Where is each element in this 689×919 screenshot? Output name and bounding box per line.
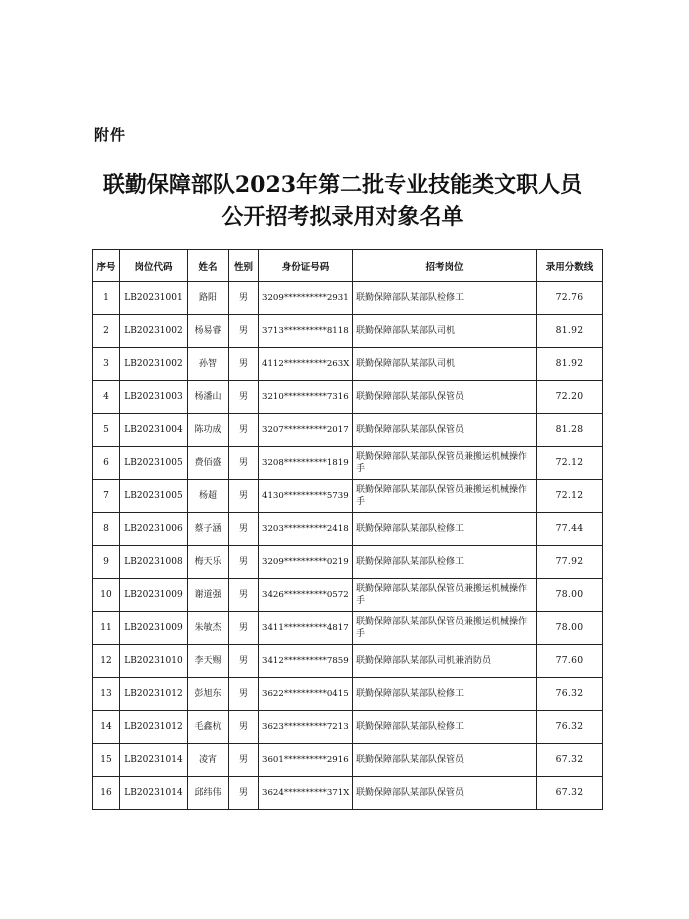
cell-id-number: 4112**********263X [259, 348, 353, 381]
cell-position-code: LB20231002 [120, 348, 188, 381]
cell-gender: 男 [229, 612, 259, 645]
cell-name: 陈功成 [188, 414, 229, 447]
cell-name: 路阳 [188, 282, 229, 315]
cell-id-number: 3208**********1819 [259, 447, 353, 480]
cell-no: 9 [93, 546, 120, 579]
cell-id-number: 3623**********7213 [259, 711, 353, 744]
table-row [93, 744, 603, 777]
cell-recruit-post: 联勤保障部队某部队保管员兼搬运机械操作手 [353, 480, 537, 513]
cell-position-code: LB20231005 [120, 480, 188, 513]
cell-recruit-post: 联勤保障部队某部队保管员 [353, 744, 537, 777]
cell-name: 李天赐 [188, 645, 229, 678]
cell-score: 72.12 [537, 447, 603, 480]
table-body [93, 282, 603, 810]
table-row [93, 612, 603, 645]
table-row [93, 711, 603, 744]
cell-recruit-post: 联勤保障部队某部队保管员兼搬运机械操作手 [353, 447, 537, 480]
cell-score: 77.92 [537, 546, 603, 579]
cell-position-code: LB20231008 [120, 546, 188, 579]
cell-name: 凌宵 [188, 744, 229, 777]
table-row [93, 447, 603, 480]
table-row [93, 381, 603, 414]
cell-position-code: LB20231009 [120, 612, 188, 645]
cell-gender: 男 [229, 711, 259, 744]
cell-name: 费佰盛 [188, 447, 229, 480]
cell-score: 81.92 [537, 315, 603, 348]
cell-name: 蔡子涵 [188, 513, 229, 546]
cell-recruit-post: 联勤保障部队某部队检修工 [353, 678, 537, 711]
cell-position-code: LB20231012 [120, 711, 188, 744]
cell-id-number: 3207**********2017 [259, 414, 353, 447]
cell-no: 13 [93, 678, 120, 711]
cell-score: 67.32 [537, 744, 603, 777]
cell-name: 彭旭东 [188, 678, 229, 711]
cell-gender: 男 [229, 348, 259, 381]
cell-name: 梅天乐 [188, 546, 229, 579]
cell-recruit-post: 联勤保障部队某部队检修工 [353, 711, 537, 744]
document-title-line2: 公开招考拟录用对象名单 [221, 204, 464, 230]
table-row [93, 315, 603, 348]
cell-id-number: 3209**********2931 [259, 282, 353, 315]
cell-no: 5 [93, 414, 120, 447]
header-cell-no: 序号 [93, 250, 120, 282]
table-row [93, 480, 603, 513]
cell-recruit-post: 联勤保障部队某部队检修工 [353, 282, 537, 315]
cell-id-number: 3411**********4817 [259, 612, 353, 645]
cell-score: 77.60 [537, 645, 603, 678]
cell-no: 1 [93, 282, 120, 315]
cell-no: 2 [93, 315, 120, 348]
cell-name: 邱纬伟 [188, 777, 229, 810]
cell-id-number: 3601**********2916 [259, 744, 353, 777]
cell-name: 杨超 [188, 480, 229, 513]
cell-score: 77.44 [537, 513, 603, 546]
cell-no: 7 [93, 480, 120, 513]
header-cell-code: 岗位代码 [120, 250, 188, 282]
table-header [93, 250, 603, 282]
cell-score: 67.32 [537, 777, 603, 810]
candidate-table-wrapper [92, 249, 602, 810]
attachment-label: 附件 [94, 126, 127, 144]
cell-score: 72.20 [537, 381, 603, 414]
cell-score: 76.32 [537, 678, 603, 711]
cell-recruit-post: 联勤保障部队某部队司机 [353, 315, 537, 348]
cell-score: 78.00 [537, 612, 603, 645]
cell-recruit-post: 联勤保障部队某部队保管员 [353, 777, 537, 810]
cell-score: 81.28 [537, 414, 603, 447]
cell-gender: 男 [229, 744, 259, 777]
cell-id-number: 4130**********5739 [259, 480, 353, 513]
cell-gender: 男 [229, 414, 259, 447]
cell-recruit-post: 联勤保障部队某部队检修工 [353, 513, 537, 546]
header-cell-name: 姓名 [188, 250, 229, 282]
cell-score: 72.76 [537, 282, 603, 315]
cell-score: 81.92 [537, 348, 603, 381]
cell-gender: 男 [229, 447, 259, 480]
cell-recruit-post: 联勤保障部队某部队保管员兼搬运机械操作手 [353, 612, 537, 645]
table-row [93, 777, 603, 810]
cell-id-number: 3210**********7316 [259, 381, 353, 414]
table-row [93, 579, 603, 612]
cell-position-code: LB20231010 [120, 645, 188, 678]
cell-recruit-post: 联勤保障部队某部队司机 [353, 348, 537, 381]
cell-score: 78.00 [537, 579, 603, 612]
cell-name: 朱敏杰 [188, 612, 229, 645]
cell-name: 孙智 [188, 348, 229, 381]
cell-id-number: 3203**********2418 [259, 513, 353, 546]
cell-id-number: 3412**********7859 [259, 645, 353, 678]
header-cell-id: 身份证号码 [259, 250, 353, 282]
table-row [93, 513, 603, 546]
document-title-line1: 联勤保障部队2023年第二批专业技能类文职人员 [102, 172, 583, 198]
cell-name: 杨潘山 [188, 381, 229, 414]
cell-recruit-post: 联勤保障部队某部队司机兼消防员 [353, 645, 537, 678]
cell-gender: 男 [229, 381, 259, 414]
table-row [93, 645, 603, 678]
cell-no: 6 [93, 447, 120, 480]
cell-position-code: LB20231005 [120, 447, 188, 480]
header-cell-gender: 性别 [229, 250, 259, 282]
cell-gender: 男 [229, 546, 259, 579]
candidate-table [92, 249, 603, 810]
table-row [93, 348, 603, 381]
cell-position-code: LB20231014 [120, 744, 188, 777]
cell-name: 杨易睿 [188, 315, 229, 348]
cell-no: 12 [93, 645, 120, 678]
cell-recruit-post: 联勤保障部队某部队保管员兼搬运机械操作手 [353, 579, 537, 612]
cell-position-code: LB20231002 [120, 315, 188, 348]
cell-id-number: 3624**********371X [259, 777, 353, 810]
cell-recruit-post: 联勤保障部队某部队保管员 [353, 381, 537, 414]
cell-gender: 男 [229, 282, 259, 315]
header-row [93, 250, 603, 282]
cell-name: 毛鑫杭 [188, 711, 229, 744]
cell-no: 4 [93, 381, 120, 414]
cell-recruit-post: 联勤保障部队某部队检修工 [353, 546, 537, 579]
cell-position-code: LB20231006 [120, 513, 188, 546]
cell-no: 16 [93, 777, 120, 810]
cell-no: 10 [93, 579, 120, 612]
cell-gender: 男 [229, 315, 259, 348]
cell-position-code: LB20231014 [120, 777, 188, 810]
cell-position-code: LB20231012 [120, 678, 188, 711]
cell-recruit-post: 联勤保障部队某部队保管员 [353, 414, 537, 447]
table-row [93, 678, 603, 711]
cell-gender: 男 [229, 777, 259, 810]
cell-position-code: LB20231009 [120, 579, 188, 612]
cell-id-number: 3713**********8118 [259, 315, 353, 348]
cell-no: 3 [93, 348, 120, 381]
table-row [93, 282, 603, 315]
header-cell-post: 招考岗位 [353, 250, 537, 282]
cell-gender: 男 [229, 480, 259, 513]
cell-no: 15 [93, 744, 120, 777]
cell-gender: 男 [229, 579, 259, 612]
cell-position-code: LB20231003 [120, 381, 188, 414]
cell-score: 76.32 [537, 711, 603, 744]
cell-score: 72.12 [537, 480, 603, 513]
cell-no: 11 [93, 612, 120, 645]
table-row [93, 546, 603, 579]
cell-no: 14 [93, 711, 120, 744]
cell-gender: 男 [229, 645, 259, 678]
header-cell-score: 录用分数线 [537, 250, 603, 282]
cell-position-code: LB20231004 [120, 414, 188, 447]
cell-position-code: LB20231001 [120, 282, 188, 315]
cell-no: 8 [93, 513, 120, 546]
cell-id-number: 3426**********0572 [259, 579, 353, 612]
cell-id-number: 3622**********0415 [259, 678, 353, 711]
cell-name: 谢道强 [188, 579, 229, 612]
cell-id-number: 3209**********0219 [259, 546, 353, 579]
table-row [93, 414, 603, 447]
cell-gender: 男 [229, 678, 259, 711]
cell-gender: 男 [229, 513, 259, 546]
